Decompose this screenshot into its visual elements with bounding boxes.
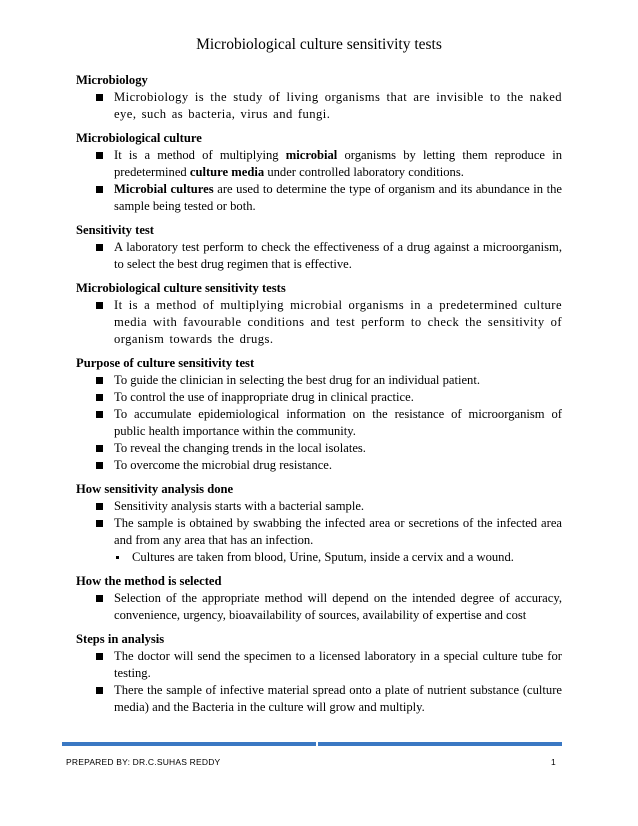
- square-bullet-icon: [96, 445, 103, 452]
- list-item-text: To guide the clinician in selecting the best drug for an individual patient.: [114, 373, 480, 387]
- sub-bullet-list: [114, 549, 562, 566]
- bullet-list: [76, 239, 562, 273]
- list-item: [76, 181, 562, 215]
- list-item-text: It is a method of multiplying microbial organisms in a predetermined culture media with favourable conditions and test perform to check the sensitivity of organism towards the drugs.: [114, 298, 562, 346]
- section-heading: Steps in analysis: [76, 632, 165, 646]
- bullet-list: [76, 648, 562, 716]
- list-item-text: Sensitivity analysis starts with a bacterial sample.: [114, 499, 365, 513]
- list-item: [76, 440, 562, 457]
- section-culture-sensitivity-tests: [76, 280, 562, 348]
- list-item-text: [114, 182, 562, 213]
- bullet-list: [76, 498, 562, 566]
- list-item: [76, 89, 562, 123]
- section-sensitivity-test: [76, 222, 562, 273]
- page-title: Microbiological culture sensitivity tests: [196, 36, 442, 53]
- list-item: [76, 406, 562, 440]
- list-item: [76, 147, 562, 181]
- bullet-list: [76, 590, 562, 624]
- square-bullet-icon: [96, 186, 103, 193]
- square-bullet-icon: [96, 462, 103, 469]
- text-run: It is a method of multiplying: [114, 148, 286, 162]
- list-item-text: To control the use of inappropriate drug in clinical practice.: [114, 390, 414, 404]
- list-item-text: Selection of the appropriate method will depend on the intended degree of accuracy, convenience, urgency, bioavailability of sources, availability of expertise and cost: [114, 591, 562, 622]
- square-bullet-icon: [96, 94, 103, 101]
- bullet-list: [76, 372, 562, 474]
- section-heading: Microbiology: [76, 73, 148, 87]
- list-item: [76, 372, 562, 389]
- list-item: [76, 515, 562, 566]
- section-heading: How the method is selected: [76, 574, 222, 588]
- list-item: [76, 297, 562, 348]
- section-heading: Sensitivity test: [76, 223, 155, 237]
- small-bullet-icon: [116, 556, 119, 559]
- list-item: [76, 590, 562, 624]
- sub-list-item: [114, 549, 562, 566]
- bullet-list: [76, 89, 562, 123]
- bold-text: microbial: [285, 148, 338, 162]
- list-item: [76, 457, 562, 474]
- bullet-list: [76, 297, 562, 348]
- section-microbiological-culture: [76, 130, 562, 215]
- list-item-text: There the sample of infective material spread onto a plate of nutrient substance (culture media) and the Bacteria in the culture will grow and multiply.: [114, 683, 562, 714]
- list-item-text: To overcome the microbial drug resistance.: [114, 458, 333, 472]
- sub-list-item-text: Cultures are taken from blood, Urine, Sputum, inside a cervix and a wound.: [132, 550, 514, 564]
- list-item-text: Microbiology is the study of living organisms that are invisible to the naked eye, such as bacteria, virus and fungi.: [114, 90, 562, 121]
- footer-divider-gap: [316, 742, 318, 746]
- list-item-text: To reveal the changing trends in the local isolates.: [114, 441, 366, 455]
- section-steps-in-analysis: [76, 631, 562, 716]
- list-item-text: The sample is obtained by swabbing the infected area or secretions of the infected area and from any area that has an infection.: [114, 516, 562, 547]
- list-item: [76, 648, 562, 682]
- list-item-text: To accumulate epidemiological information on the resistance of microorganism of public health importance within the community.: [114, 407, 562, 438]
- text-run: under controlled laboratory conditions.: [264, 165, 464, 179]
- square-bullet-icon: [96, 503, 103, 510]
- square-bullet-icon: [96, 302, 103, 309]
- text-run: organisms by letting them reproduce in predetermined: [114, 148, 562, 179]
- square-bullet-icon: [96, 595, 103, 602]
- section-how-analysis-done: [76, 481, 562, 566]
- footer-divider: [62, 742, 562, 746]
- document-body: [76, 72, 562, 723]
- bullet-list: [76, 147, 562, 215]
- text-run: are used to determine the type of organism and its abundance in the sample being tested or both.: [114, 182, 562, 213]
- section-microbiology: [76, 72, 562, 123]
- section-method-selection: [76, 573, 562, 624]
- square-bullet-icon: [96, 687, 103, 694]
- square-bullet-icon: [96, 394, 103, 401]
- list-item: [76, 498, 562, 515]
- footer-page-number: 1: [551, 757, 556, 767]
- section-heading: Microbiological culture sensitivity tests: [76, 281, 286, 295]
- list-item: [76, 389, 562, 406]
- list-item-text: The doctor will send the specimen to a licensed laboratory in a special culture tube for testing.: [114, 649, 562, 680]
- list-item-text: A laboratory test perform to check the effectiveness of a drug against a microorganism, to select the best drug regimen that is effective.: [114, 240, 562, 271]
- square-bullet-icon: [96, 244, 103, 251]
- footer-author: PREPARED BY: DR.C.SUHAS REDDY: [66, 757, 221, 767]
- section-heading: Purpose of culture sensitivity test: [76, 356, 255, 370]
- bold-text: Microbial cultures: [114, 182, 214, 196]
- list-item: [76, 682, 562, 716]
- square-bullet-icon: [96, 411, 103, 418]
- bold-text: culture media: [189, 165, 265, 179]
- square-bullet-icon: [96, 152, 103, 159]
- list-item-text: [114, 148, 562, 179]
- section-purpose: [76, 355, 562, 474]
- section-heading: Microbiological culture: [76, 131, 202, 145]
- list-item: [76, 239, 562, 273]
- square-bullet-icon: [96, 520, 103, 527]
- square-bullet-icon: [96, 377, 103, 384]
- square-bullet-icon: [96, 653, 103, 660]
- section-heading: How sensitivity analysis done: [76, 482, 234, 496]
